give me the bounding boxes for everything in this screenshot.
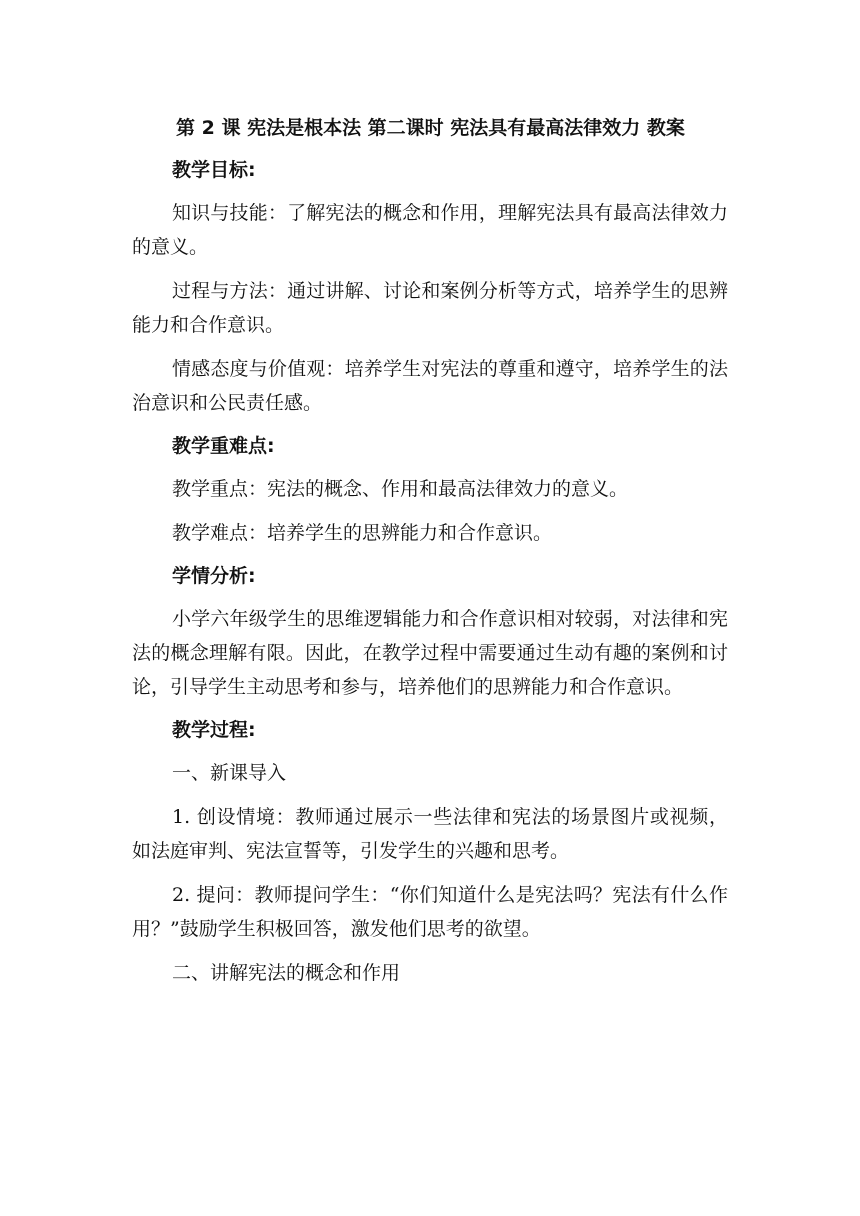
analysis-text: 小学六年级学生的思维逻辑能力和合作意识相对较弱，对法律和宪法的概念理解有限。因此，在教学过程中需要通过生动有趣的案例和讨论，引导学生主动思考和参与，培养他们的思辨能力和合作意识。 [132, 608, 728, 698]
analysis-heading: 学情分析: [172, 565, 256, 587]
difficulty-text: 教学难点：培养学生的思辨能力和合作意识。 [172, 522, 553, 544]
step-two-text: 2. 提问：教师提问学生：“你们知道什么是宪法吗？宪法有什么作用？”鼓励学生积极回答，激发他们思考的欲望。 [132, 884, 728, 940]
objective-emotion: 情感态度与价值观：培养学生对宪法的尊重和遵守，培养学生的法治意识和公民责任感。 [132, 358, 728, 414]
keypoint-text: 教学重点：宪法的概念、作用和最高法律效力的意义。 [172, 478, 629, 500]
section-two-heading: 二、讲解宪法的概念和作用 [172, 962, 401, 984]
process-heading: 教学过程: [172, 719, 256, 741]
objective-knowledge: 知识与技能：了解宪法的概念和作用，理解宪法具有最高法律效力的意义。 [132, 202, 728, 258]
keypoints-heading: 教学重难点: [172, 435, 275, 457]
section-one-heading: 一、新课导入 [172, 762, 287, 784]
document-title: 第 2 课 宪法是根本法 第二课时 宪法具有最高法律效力 教案 [176, 117, 685, 139]
objective-process: 过程与方法：通过讲解、讨论和案例分析等方式，培养学生的思辨能力和合作意识。 [132, 280, 728, 336]
step-one-text: 1. 创设情境：教师通过展示一些法律和宪法的场景图片或视频，如法庭审判、宪法宣誓等，引发学生的兴趣和思考。 [132, 806, 728, 862]
objectives-heading: 教学目标: [172, 159, 256, 181]
